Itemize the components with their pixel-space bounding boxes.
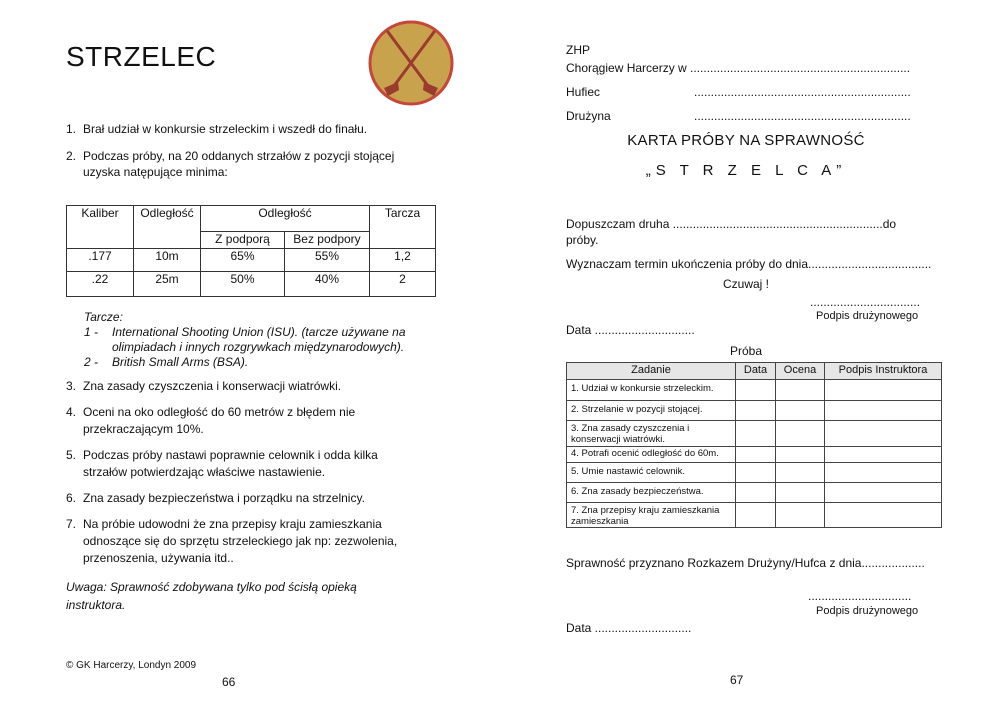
requirement-6: 6. Zna zasady bezpieczeństwa i porządku na strzelnicy. xyxy=(66,491,365,505)
dopuszczam-cont: próby. xyxy=(566,233,599,247)
data-line-2: Data ............................. xyxy=(566,621,692,635)
data-line-1: Data .............................. xyxy=(566,323,695,337)
requirement-7: 7. Na próbie udowodni że zna przepisy kraju zamieszkania odnoszące się do sprzętu strzeleckiego jak np: zezwolenia, przenoszenia, używania itd.. xyxy=(66,517,398,565)
table-row: .177 10m 65% 55% 1,2 xyxy=(67,249,436,272)
page-number-left: 66 xyxy=(222,675,236,689)
druzyna-label: Drużyna xyxy=(566,109,611,123)
instructor-note: Uwaga: Sprawność zdobywana tylko pod ścisłą opieką instruktora. xyxy=(66,580,357,612)
tarcze-heading: Tarcze: xyxy=(84,310,123,324)
table-row: 6. Zna zasady bezpieczeństwa. xyxy=(567,483,942,503)
hufiec-label: Hufiec xyxy=(566,85,601,99)
header-zadanie: Zadanie xyxy=(567,363,736,380)
requirement-3: 3. Zna zasady czyszczenia i konserwacji wiatrówki. xyxy=(66,379,342,393)
termin-line: Wyznaczam termin ukończenia próby do dnia..................................... xyxy=(566,257,932,271)
page-title: STRZELEC xyxy=(66,41,217,72)
tarcze-note xyxy=(84,310,436,370)
table-row: 3. Zna zasady czyszczenia i konserwacji wiatrówki. xyxy=(567,421,942,447)
przyznano-line: Sprawność przyznano Rozkazem Drużyny/Hufca z dnia................... xyxy=(566,556,925,570)
signature-dots-1: ................................. xyxy=(810,295,921,309)
choragiew-field: Chorągiew Harcerzy w .................................................................. xyxy=(566,61,911,75)
copyright: © GK Harcerzy, Londyn 2009 xyxy=(66,660,197,671)
signature-label-2: Podpis drużynowego xyxy=(816,605,919,617)
signature-label-1: Podpis drużynowego xyxy=(816,310,919,322)
card-title: KARTA PRÓBY NA SPRAWNOŚĆ xyxy=(627,132,865,149)
proba-table xyxy=(566,362,942,528)
header-z-podpora: Z podporą xyxy=(201,232,285,249)
table-row: 7. Zna przepisy kraju zamieszkania zamieszkania xyxy=(567,503,942,528)
hufiec-dots: ................................................................. xyxy=(694,85,911,99)
header-kaliber: Kaliber xyxy=(67,206,134,249)
table-row: 4. Potrafi ocenić odległość do 60m. xyxy=(567,447,942,463)
table-row: 5. Umie nastawić celownik. xyxy=(567,463,942,483)
header-ocena: Ocena xyxy=(776,363,825,380)
requirement-2: 2. Podczas próby, na 20 oddanych strzałów z pozycji stojącej uzyska natępujące minima: xyxy=(66,149,395,179)
table-row: 1. Udział w konkursie strzeleckim. xyxy=(567,380,942,401)
org-label: ZHP xyxy=(566,43,590,57)
druzyna-dots: ................................................................. xyxy=(694,109,911,123)
table-row: 2. Strzelanie w pozycji stojącej. xyxy=(567,401,942,421)
dopuszczam-line: Dopuszczam druha ...............................................................do xyxy=(566,217,897,231)
requirement-1: 1. Brał udział w konkursie strzeleckim i wszedł do finału. xyxy=(66,122,368,136)
greeting: Czuwaj ! xyxy=(722,277,769,291)
header-podpis: Podpis Instruktora xyxy=(825,363,942,380)
page-number-right: 67 xyxy=(730,673,744,687)
header-odleglosc: Odległość xyxy=(134,206,201,249)
crossed-rifles-badge-icon xyxy=(368,20,454,106)
requirement-5: 5. Podczas próby nastawi poprawnie celownik i odda kilka strzałów potwierdzając właściwe nastawienie. xyxy=(66,448,378,479)
card-subtitle: „S T R Z E L C A” xyxy=(645,162,847,179)
tarcze-item-2: 2 - British Small Arms (BSA). xyxy=(84,355,249,369)
header-data: Data xyxy=(736,363,776,380)
header-bez-podpory: Bez podpory xyxy=(285,232,370,249)
requirement-4: 4. Oceni na oko odległość do 60 metrów z błędem nie przekraczającym 10%. xyxy=(66,405,356,436)
signature-dots-2: ............................... xyxy=(808,589,912,603)
header-tarcza: Tarcza xyxy=(370,206,436,249)
header-odleglosc-group: Odległość xyxy=(201,206,370,232)
minima-table xyxy=(66,205,436,297)
tarcze-item-1: 1 - International Shooting Union (ISU). (tarcze używane na olimpiadach i innych rozgrywkach międzynarodowych). xyxy=(84,325,406,354)
proba-heading: Próba xyxy=(729,344,763,358)
table-row: .22 25m 50% 40% 2 xyxy=(67,272,436,297)
